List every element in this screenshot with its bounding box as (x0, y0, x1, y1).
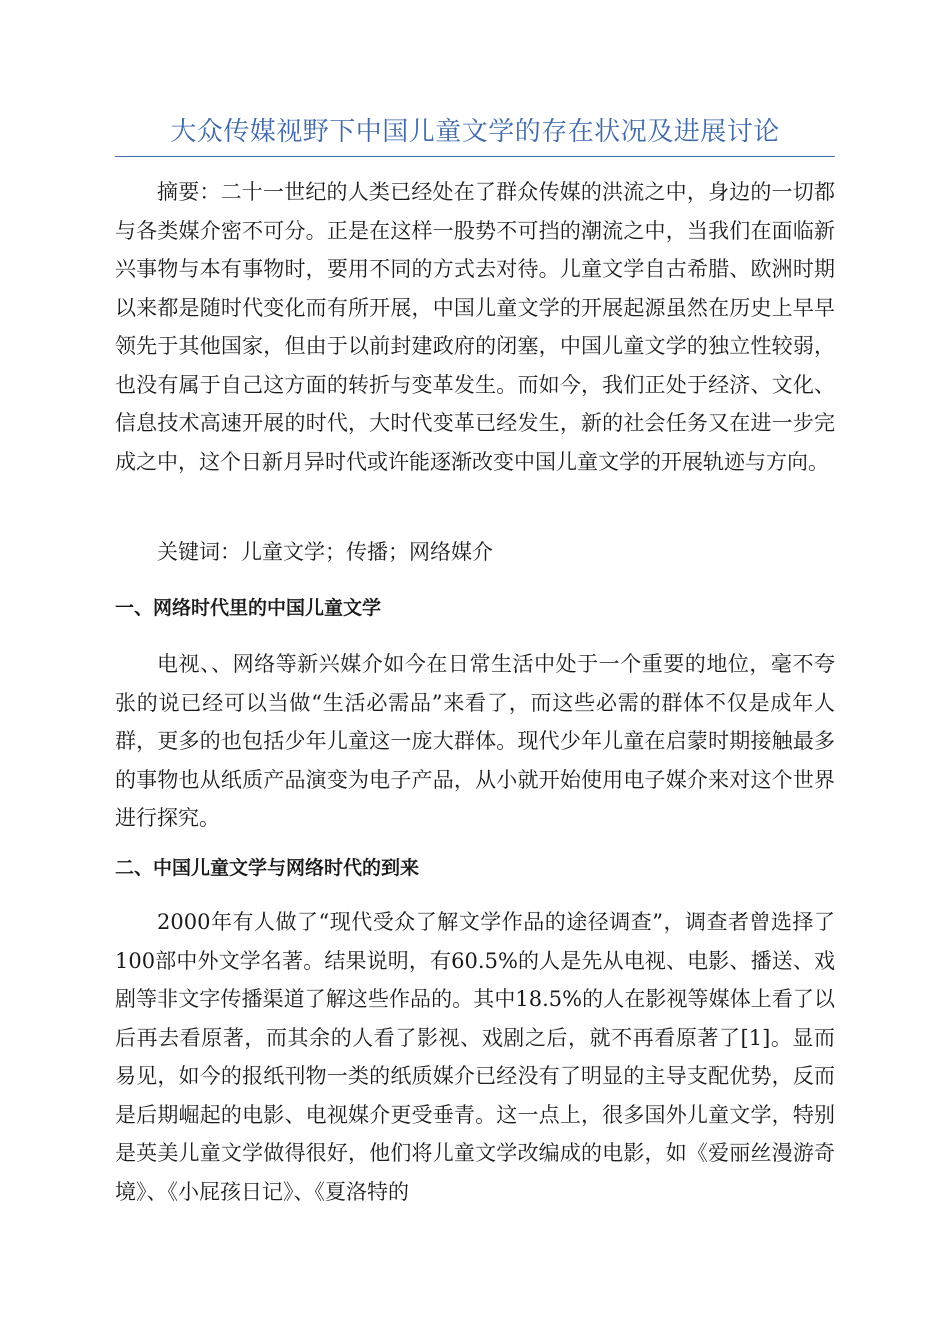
section-heading-1: 一、网络时代里的中国儿童文学 (115, 597, 382, 619)
section-paragraph-2: 2000年有人做了“现代受众了解文学作品的途径调查”，调查者曾选择了100部中外文学名著。结果说明，有60.5%的人是先从电视、电影、播送、戏剧等非文字传播渠道了解这些作品的。其中18.5%的人在影视等媒体上看了以后再去看原著，而其余的人看了影视、戏剧之后，就不再看原著了[1]。显而易见，如今的报纸刊物一类的纸质媒介已经没有了明显的主导支配优势，反而是后期崛起的电影、电视媒介更受垂青。这一点上，很多国外儿童文学，特别是英美儿童文学做得很好，他们将儿童文学改编成的电影，如《爱丽丝漫游奇境》、《小屁孩日记》、《夏洛特的 (115, 910, 835, 1204)
section-heading-2: 二、中国儿童文学与网络时代的到来 (115, 857, 420, 879)
keywords-line: 关键词：儿童文学；传播；网络媒介 (157, 540, 493, 564)
title-block (115, 112, 835, 157)
section-paragraph-1: 电视、、网络等新兴媒介如今在日常生活中处于一个重要的地位，毫不夸张的说已经可以当做“生活必需品”来看了，而这些必需的群体不仅是成年人群，更多的也包括少年儿童这一庞大群体。现代少年儿童在启蒙时期接触最多的事物也从纸质产品演变为电子产品，从小就开始使用电子媒介来对这个世界进行探究。 (115, 652, 835, 830)
document-title: 大众传媒视野下中国儿童文学的存在状况及进展讨论 (170, 117, 780, 147)
abstract-paragraph: 摘要：二十一世纪的人类已经处在了群众传媒的洪流之中，身边的一切都与各类媒介密不可分。正是在这样一股势不可挡的潮流之中，当我们在面临新兴事物与本有事物时，要用不同的方式去对待。儿童文学自古希腊、欧洲时期以来都是随时代变化而有所开展，中国儿童文学的开展起源虽然在历史上早早领先于其他国家，但由于以前封建政府的闭塞，中国儿童文学的独立性较弱，也没有属于自己这方面的转折与变革发生。而如今，我们正处于经济、文化、信息技术高速开展的时代，大时代变革已经发生，新的社会任务又在进一步完成之中，这个日新月异时代或许能逐渐改变中国儿童文学的开展轨迹与方向。 (115, 180, 835, 474)
